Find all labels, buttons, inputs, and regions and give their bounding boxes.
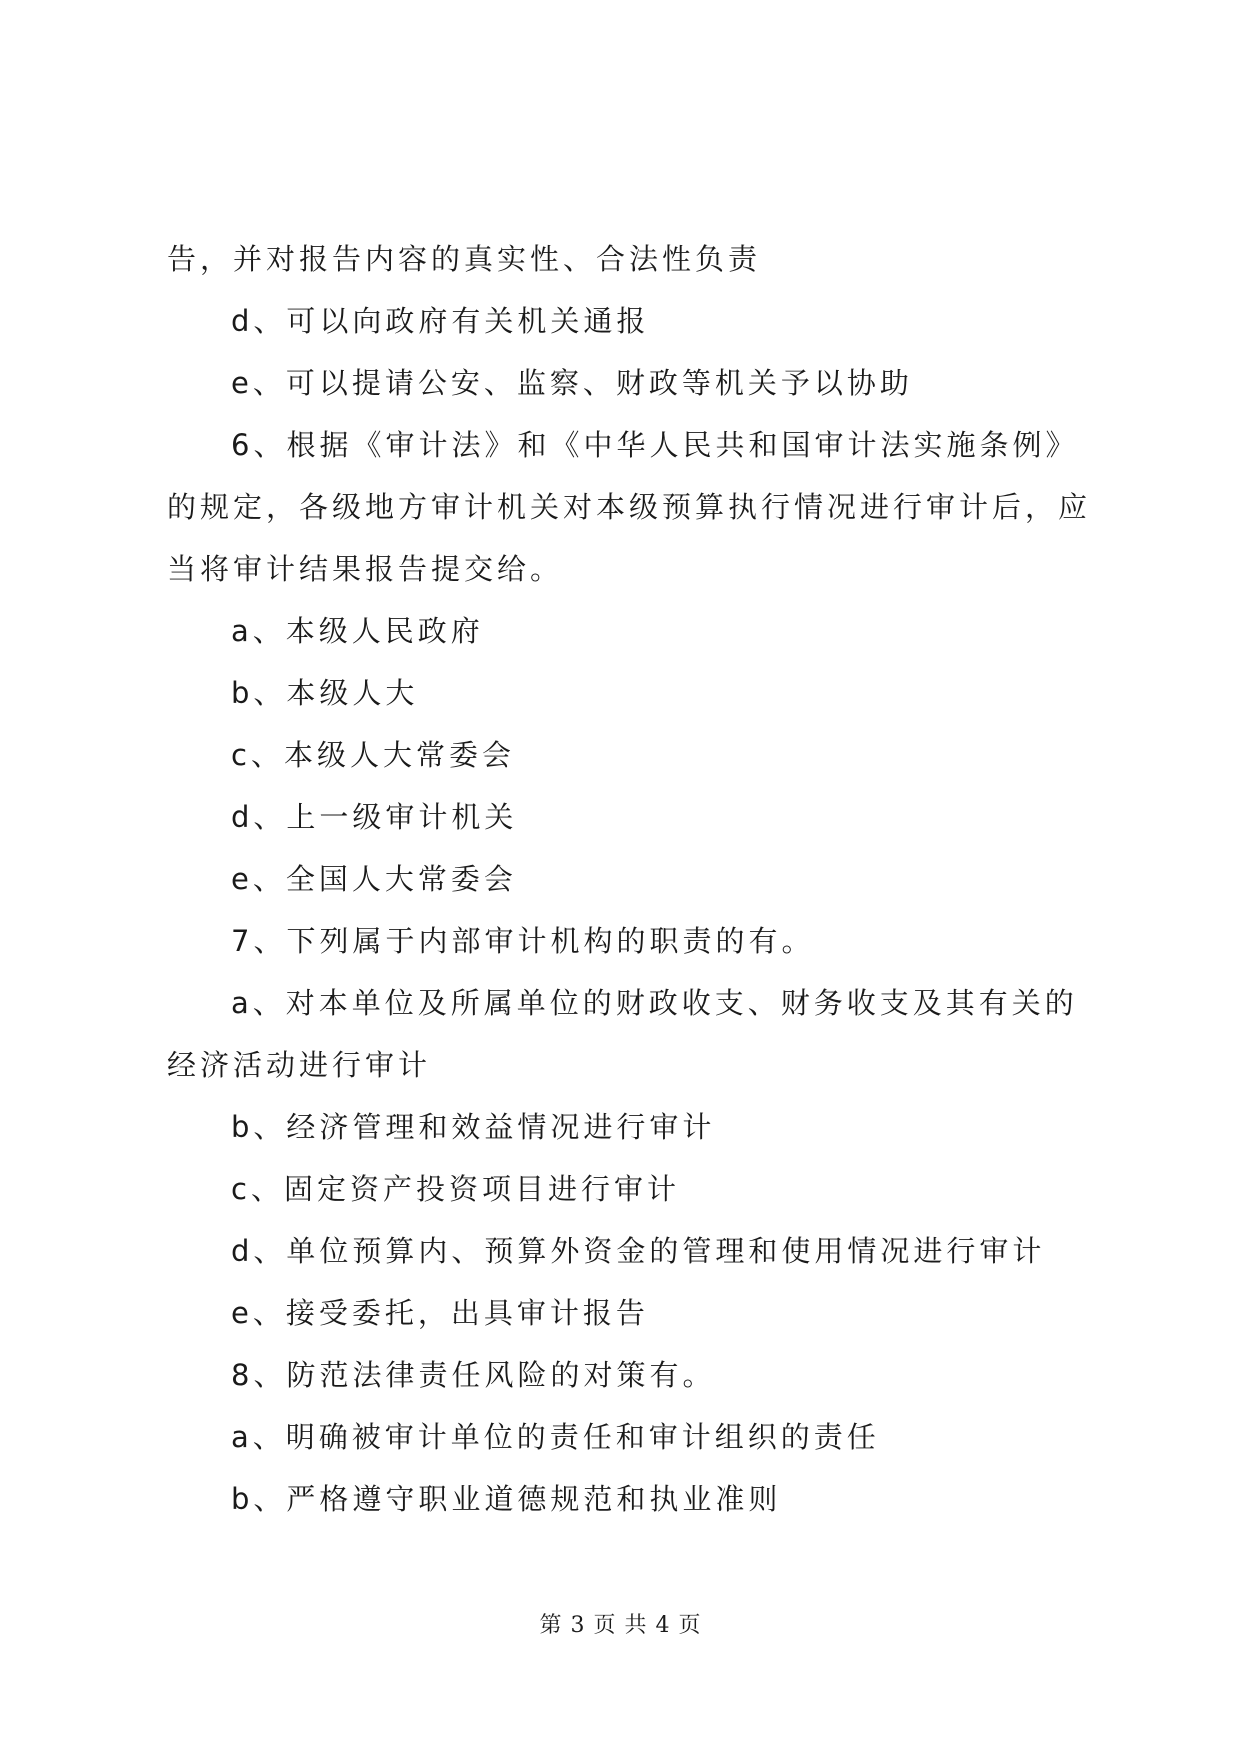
text-line: 当将审计结果报告提交给。 <box>167 552 564 586</box>
question-6: 6、根据《审计法》和《中华人民共和国审计法实施条例》 <box>231 428 1079 462</box>
question-8: 8、防范法律责任风险的对策有。 <box>231 1358 716 1392</box>
option-e: e、接受委托，出具审计报告 <box>231 1296 649 1330</box>
question-7: 7、下列属于内部审计机构的职责的有。 <box>231 924 815 958</box>
option-c: c、固定资产投资项目进行审计 <box>231 1172 680 1206</box>
option-b: b、本级人大 <box>231 676 419 710</box>
text-line: d、可以向政府有关机关通报 <box>231 304 650 338</box>
option-a: a、明确被审计单位的责任和审计组织的责任 <box>231 1420 880 1454</box>
option-a: a、本级人民政府 <box>231 614 484 648</box>
text-line: 告，并对报告内容的真实性、合法性负责 <box>167 242 762 276</box>
option-a: a、对本单位及所属单位的财政收支、财务收支及其有关的 <box>231 986 1078 1020</box>
text-line: e、可以提请公安、监察、财政等机关予以协助 <box>231 366 913 400</box>
document-body <box>167 228 1092 1530</box>
option-e: e、全国人大常委会 <box>231 862 517 896</box>
option-b: b、经济管理和效益情况进行审计 <box>231 1110 716 1144</box>
option-b: b、严格遵守职业道德规范和执业准则 <box>231 1482 782 1516</box>
text-line: 的规定，各级地方审计机关对本级预算执行情况进行审计后，应 <box>167 490 1092 524</box>
option-c: c、本级人大常委会 <box>231 738 515 772</box>
text-line: 经济活动进行审计 <box>167 1048 432 1082</box>
option-d: d、单位预算内、预算外资金的管理和使用情况进行审计 <box>231 1234 1046 1268</box>
option-d: d、上一级审计机关 <box>231 800 518 834</box>
page-number-footer: 第 3 页 共 4 页 <box>539 1613 702 1638</box>
